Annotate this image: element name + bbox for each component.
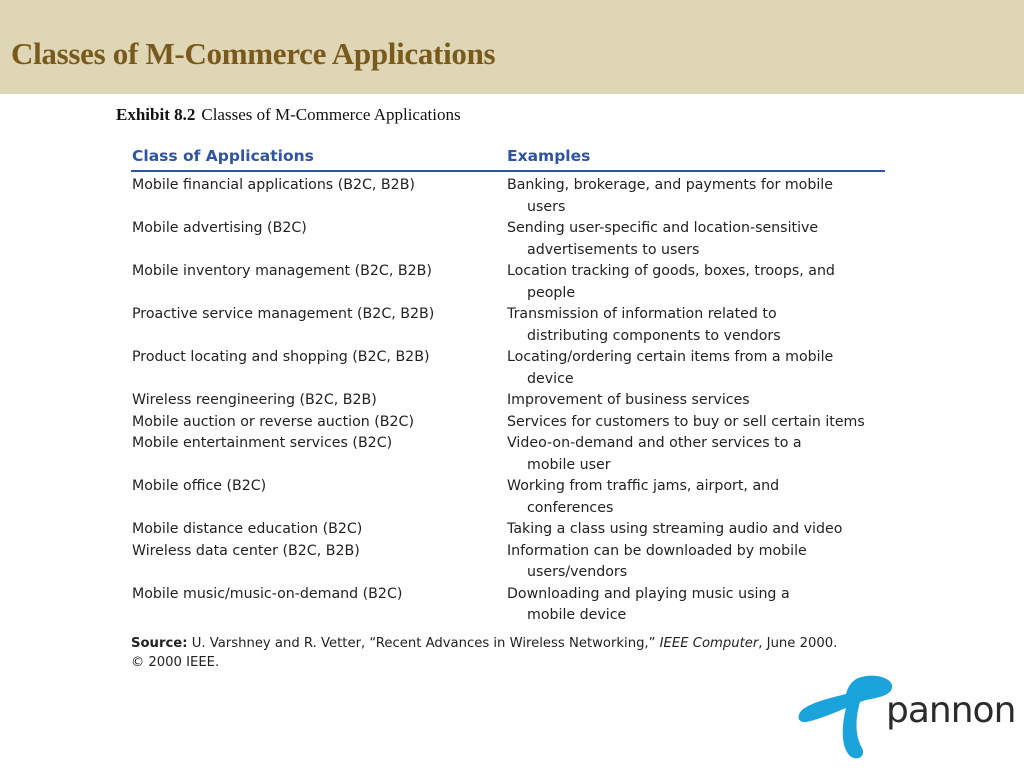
table-row [131,261,885,304]
cell-examples [507,390,885,412]
cell-examples [507,261,885,304]
cell-class: Mobile office (B2C) [132,478,267,494]
example-line: Video-on-demand and other services to a [507,435,802,451]
exhibit-title: Classes of M-Commerce Applications [201,105,461,124]
cell-examples [507,175,885,218]
example-line: Taking a class using streaming audio and video [507,521,843,537]
example-line: Services for customers to buy or sell certain items [507,413,865,430]
example-line: distributing components to vendors [527,327,781,344]
table-body [131,175,885,627]
cell-examples [507,519,885,541]
example-line: users [527,198,566,215]
table-row [131,304,885,347]
example-line: people [527,284,576,301]
applications-table [131,146,885,627]
example-line: Working from traffic jams, airport, and [507,478,780,494]
exhibit-number: Exhibit 8.2 [116,105,196,124]
cell-examples [507,304,885,347]
cell-examples [507,433,885,476]
cell-class: Mobile inventory management (B2C, B2B) [132,263,432,279]
example-line: mobile user [527,456,611,473]
example-line: conferences [527,499,614,516]
header-examples: Examples [507,147,591,165]
example-line: Location tracking of goods, boxes, troops, and [507,263,835,279]
example-line: Locating/ordering certain items from a mobile [507,349,834,365]
cell-examples [507,218,885,261]
source-text: U. Varshney and R. Vetter, “Recent Advances in Wireless Networking,” [187,636,660,651]
slide-title: Classes of M-Commerce Applications [11,36,496,71]
cell-class: Wireless reengineering (B2C, B2B) [132,392,377,408]
cell-class: Mobile auction or reverse auction (B2C) [132,413,414,430]
table-row [131,175,885,218]
header-class: Class of Applications [132,147,314,165]
copyright: © 2000 IEEE. [131,655,220,670]
table-header [131,146,885,172]
exhibit-caption [116,105,461,125]
example-line: Downloading and playing music using a [507,585,790,602]
cell-examples [507,584,885,627]
table-row [131,519,885,541]
example-line: Improvement of business services [507,392,750,408]
cell-class: Mobile entertainment services (B2C) [132,435,393,451]
cell-examples [507,347,885,390]
example-line: advertisements to users [527,241,700,258]
source-label: Source: [131,636,188,651]
table-row [131,476,885,519]
example-line: Sending user-specific and location-sensitive [507,220,819,236]
cell-class: Mobile music/music-on-demand (B2C) [132,585,403,602]
source-journal: IEEE Computer [659,636,759,651]
example-line: users/vendors [527,564,628,580]
example-line: Banking, brokerage, and payments for mobile [507,177,833,193]
table-row [131,218,885,261]
table-row [131,412,885,434]
table-row [131,347,885,390]
example-line: mobile device [527,607,627,623]
cell-class: Proactive service management (B2C, B2B) [132,306,435,322]
source-note [131,634,891,672]
cell-examples [507,476,885,519]
logo-text: pannon [886,690,1016,731]
example-line: device [527,370,574,387]
title-bar [0,0,1024,94]
table-row [131,541,885,584]
cell-class: Mobile financial applications (B2C, B2B) [132,177,415,193]
cell-class: Wireless data center (B2C, B2B) [132,542,360,559]
cell-class: Product locating and shopping (B2C, B2B) [132,349,430,365]
logo-mark [799,676,893,759]
example-line: Transmission of information related to [507,306,777,322]
cell-examples [507,412,885,434]
table-row [131,390,885,412]
cell-class: Mobile advertising (B2C) [132,220,307,236]
table-row [131,584,885,627]
source-date: , June 2000. [758,636,838,651]
cell-class: Mobile distance education (B2C) [132,521,363,537]
cell-examples [507,541,885,584]
example-line: Information can be downloaded by mobile [507,542,807,559]
table-row [131,433,885,476]
